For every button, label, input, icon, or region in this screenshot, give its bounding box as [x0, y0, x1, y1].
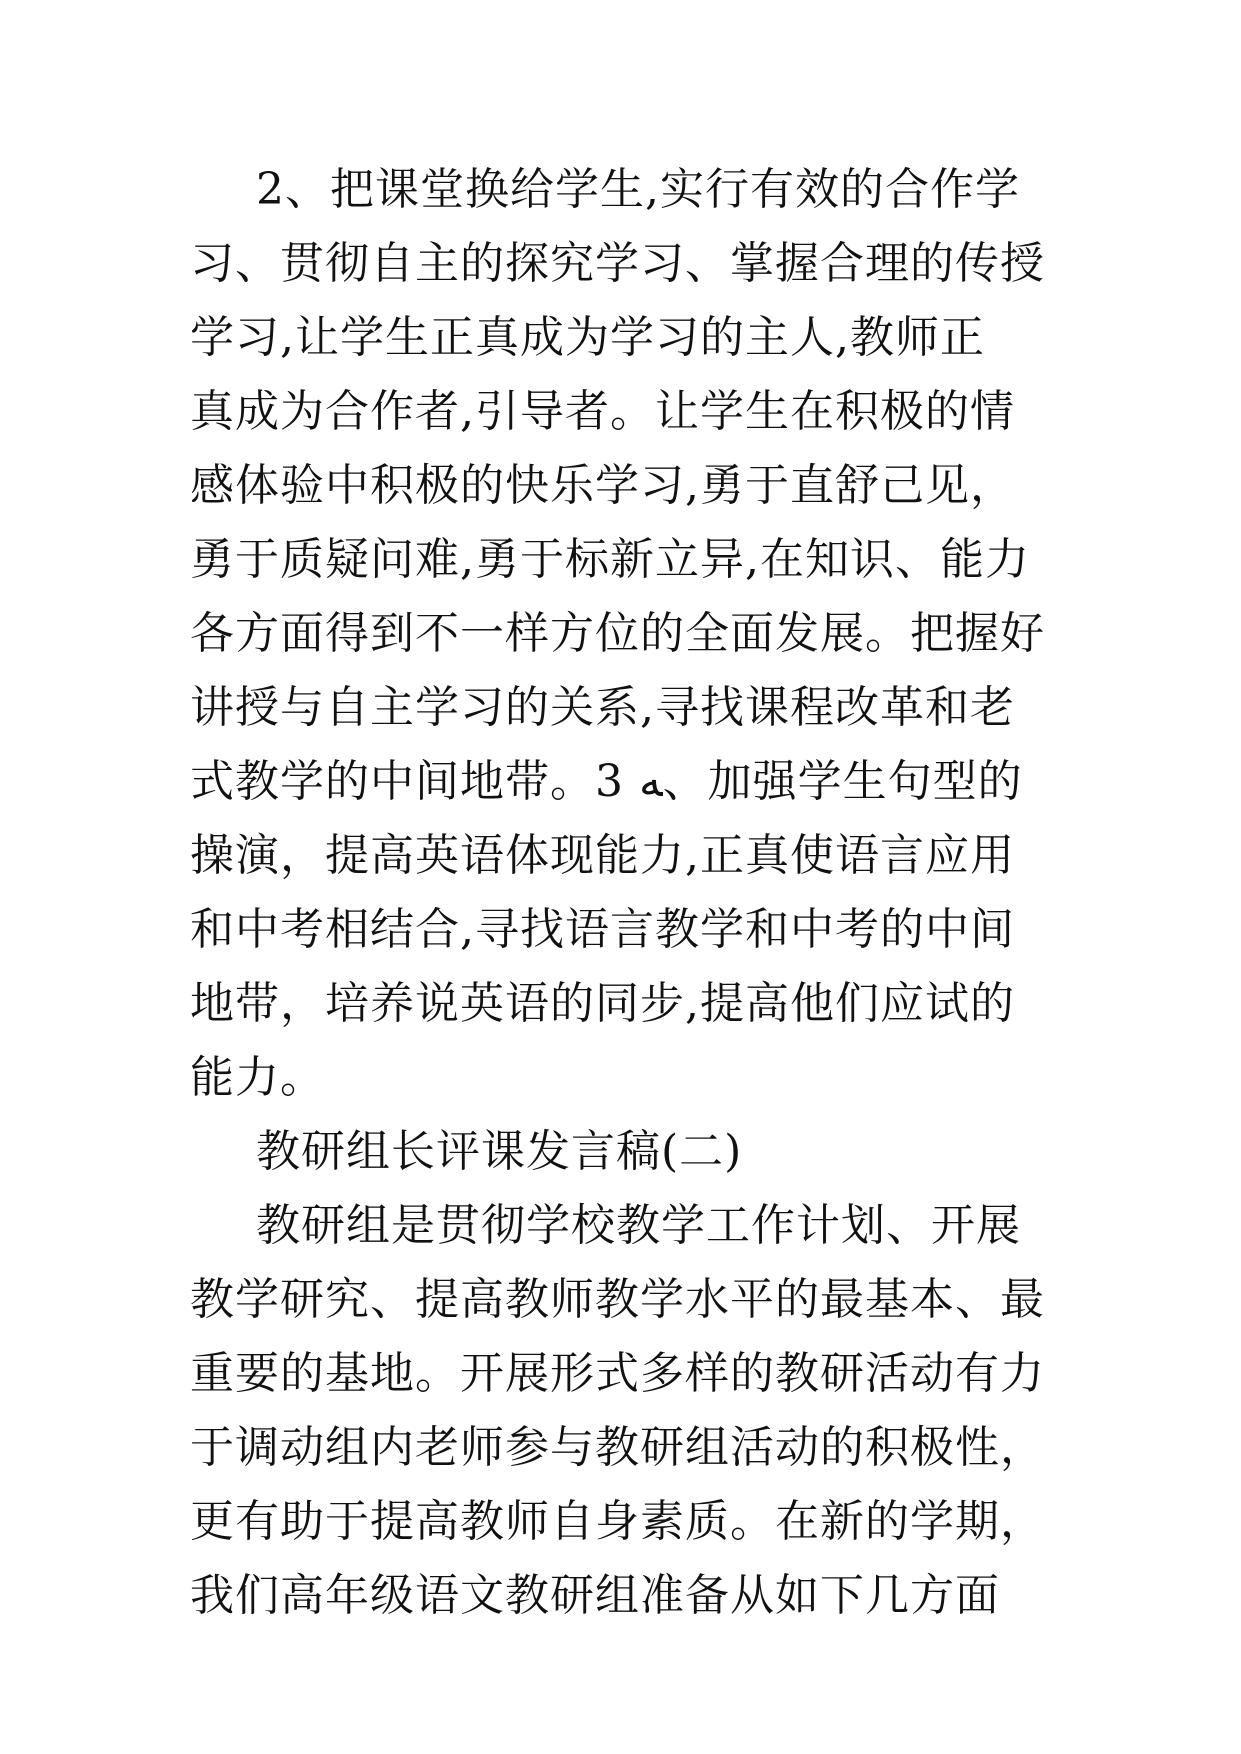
paragraph-1-line-8: 讲授与自主学习的关系,寻找课程改革和老 [190, 682, 1015, 733]
paragraph-1-line-7: 各方面得到不一样方位的全面发展。把握好 [190, 608, 1045, 659]
paragraph-2-line-1: 教研组是贯彻学校教学工作计划、开展 [256, 1200, 1021, 1251]
paragraph-1-line-9: 式教学的中间地带。3 ﻪ、加强学生句型的 [190, 756, 1023, 807]
paragraph-1-line-1: 2、把课堂换给学生,实行有效的合作学 [256, 164, 1020, 215]
paragraph-2-line-4: 于调动组内老师参与教研组活动的积极性， [190, 1422, 1045, 1473]
paragraph-1-line-5: 感体验中积极的快乐学习,勇于直舒己见， [190, 460, 1015, 511]
paragraph-1-line-4: 真成为合作者,引导者。让学生在积极的情 [190, 386, 1015, 437]
paragraph-1-line-12: 地带，培养说英语的同步,提高他们应试的 [190, 978, 1015, 1029]
paragraph-1-line-11: 和中考相结合,寻找语言教学和中考的中间 [190, 904, 1015, 955]
paragraph-1-line-10: 操演，提高英语体现能力,正真使语言应用 [190, 830, 1015, 881]
paragraph-1-line-13: 能力。 [190, 1052, 325, 1103]
paragraph-1-line-3: 学习,让学生正真成为学习的主人,教师正 [190, 312, 985, 363]
paragraph-2-line-3: 重要的基地。开展形式多样的教研活动有力 [190, 1348, 1045, 1399]
paragraph-2-line-5: 更有助于提高教师自身素质。在新的学期， [190, 1496, 1045, 1547]
paragraph-1-line-6: 勇于质疑问难,勇于标新立异,在知识、能力 [190, 534, 1030, 585]
section-heading: 教研组长评课发言稿(二) [256, 1126, 743, 1177]
paragraph-1-line-2: 习、贯彻自主的探究学习、掌握合理的传授 [190, 238, 1045, 289]
paragraph-2-line-6: 我们高年级语文教研组准备从如下几方面 [190, 1570, 1000, 1621]
paragraph-2-line-2: 教学研究、提高教师教学水平的最基本、最 [190, 1274, 1045, 1325]
